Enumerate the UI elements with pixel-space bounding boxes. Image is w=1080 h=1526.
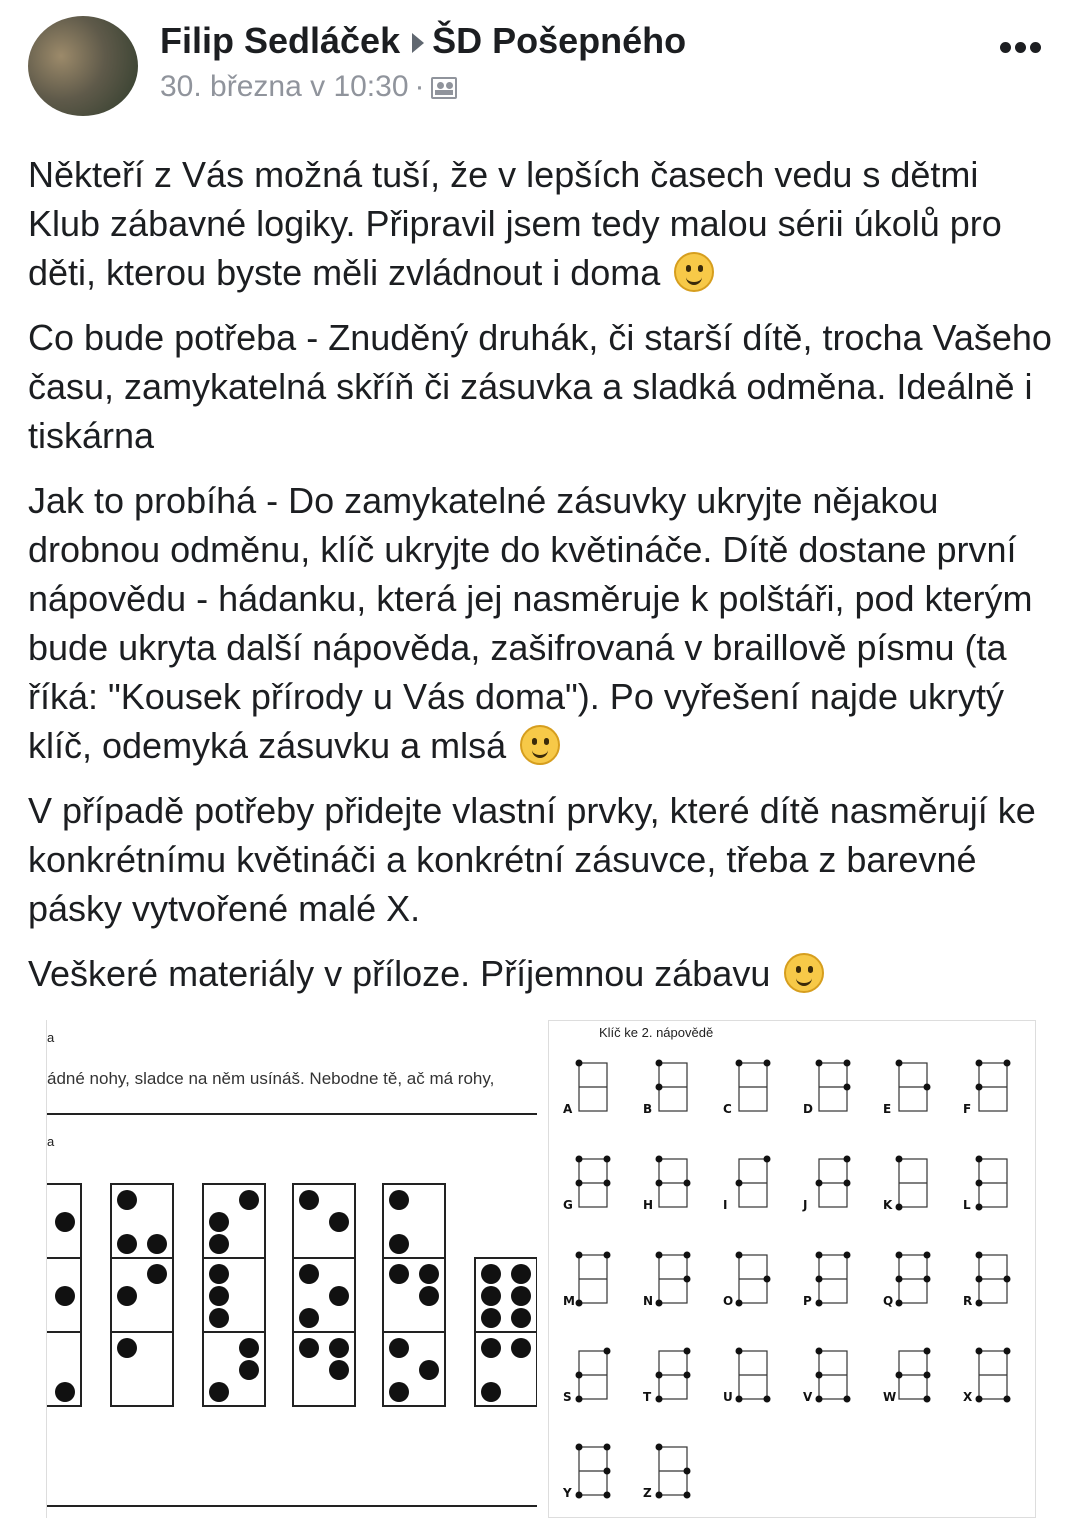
braille-key-dot [976,1252,983,1259]
braille-key-dot [656,1060,663,1067]
author-line [160,20,686,62]
braille-dot [55,1286,75,1306]
braille-dot [389,1382,409,1402]
braille-dot [117,1234,137,1254]
braille-key-dot [924,1276,931,1283]
braille-key-dot [896,1060,903,1067]
braille-key-dot [976,1156,983,1163]
braille-key-dot [684,1252,691,1259]
braille-key-dot [896,1300,903,1307]
braille-key-dot [736,1180,743,1187]
braille-dot [481,1308,501,1328]
braille-dot [511,1264,531,1284]
braille-dot [117,1338,137,1358]
braille-key-dot [844,1252,851,1259]
braille-key-dot [924,1348,931,1355]
braille-key-dot [816,1060,823,1067]
author-name[interactable]: Filip Sedláček [160,20,401,61]
braille-key-dot [896,1156,903,1163]
braille-key-dot [844,1084,851,1091]
braille-key-letter-p [803,1252,851,1309]
braille-dot [389,1234,409,1254]
braille-key-dot [764,1060,771,1067]
braille-key-dot [576,1060,583,1067]
braille-key-dot [924,1084,931,1091]
braille-key-dot [684,1372,691,1379]
braille-key-label: L [963,1198,971,1212]
braille-key-dot [576,1492,583,1499]
braille-key-dot [976,1084,983,1091]
sheet-fragment-a: a [47,1134,55,1149]
braille-key-dot [1004,1276,1011,1283]
smile-emoji-icon [674,252,714,292]
braille-dot [299,1338,319,1358]
braille-key-dot [656,1180,663,1187]
braille-key-dot [604,1180,611,1187]
braille-dot [511,1308,531,1328]
braille-key-dot [896,1252,903,1259]
braille-key-dot [844,1156,851,1163]
meta-separator: · [414,70,425,103]
braille-dot [117,1286,137,1306]
braille-key-dot [1004,1396,1011,1403]
braille-dot [55,1382,75,1402]
braille-dot [329,1286,349,1306]
braille-key-dot [976,1180,983,1187]
braille-key-dot [576,1396,583,1403]
braille-dot [299,1308,319,1328]
braille-key-dot [684,1348,691,1355]
braille-key-dot [684,1180,691,1187]
braille-key-label: W [883,1390,897,1404]
braille-key-dot [816,1396,823,1403]
avatar[interactable] [28,16,138,116]
braille-dot [481,1264,501,1284]
braille-key-dot [604,1492,611,1499]
braille-key-dot [764,1276,771,1283]
braille-key-dot [1004,1060,1011,1067]
braille-key-dot [656,1084,663,1091]
braille-dot [481,1382,501,1402]
braille-key-dot [976,1276,983,1283]
braille-key-letter-b [643,1060,687,1117]
braille-key-label: P [803,1294,812,1308]
braille-key-dot [736,1300,743,1307]
braille-key-label: D [803,1102,813,1116]
braille-key-dot [816,1252,823,1259]
braille-key-dot [976,1204,983,1211]
braille-key-dot [604,1156,611,1163]
braille-dot [299,1264,319,1284]
braille-key-label: M [563,1294,575,1308]
braille-dot [389,1338,409,1358]
braille-dot [55,1212,75,1232]
braille-key-label: X [963,1390,973,1404]
braille-key-dot [736,1252,743,1259]
braille-key-label: H [643,1198,654,1212]
braille-dot [209,1308,229,1328]
smile-emoji-icon [784,953,824,993]
attachment-braille-key[interactable] [548,1020,1036,1518]
braille-key-dot [656,1444,663,1451]
smile-emoji-icon [520,725,560,765]
braille-key-letter-c [723,1060,771,1117]
braille-key-dot [576,1444,583,1451]
braille-key-dot [604,1468,611,1475]
braille-key-label: N [643,1294,654,1308]
braille-key-label: K [883,1198,893,1212]
braille-key-dot [656,1156,663,1163]
braille-key-label: Y [563,1486,572,1500]
post-paragraph: Jak to probíhá - Do zamykatelné zásuvky ukryjte nějakou drobnou odměnu, klíč ukryjte do květináče. Dítě dostane první nápovědu - hádanku, která jej nasměruje k polštáři, pod kterým bude ukryta další nápověda, zašifrovaná v braillově písmu (ta říká: "Kousek přírody u Vás doma"). Po vyřešení najde ukrytý klíč, odemyká zásuvku a mlsá [28,480,1033,766]
braille-key-dot [1004,1348,1011,1355]
braille-key-dot [976,1300,983,1307]
braille-key-graphic [549,1021,1036,1518]
braille-dot [419,1360,439,1380]
braille-dot [299,1190,319,1210]
braille-key-dot [576,1156,583,1163]
group-name[interactable]: ŠD Pošepného [432,20,687,61]
braille-key-dot [736,1060,743,1067]
share-arrow-icon [412,33,424,53]
braille-key-label: O [723,1294,734,1308]
braille-key-dot [604,1252,611,1259]
braille-key-dot [764,1396,771,1403]
braille-key-dot [816,1276,823,1283]
braille-cells [47,1184,537,1406]
braille-key-dot [576,1180,583,1187]
braille-key-dot [684,1276,691,1283]
key-cells [562,1060,1011,1501]
braille-dot [117,1190,137,1210]
braille-key-dot [816,1300,823,1307]
post-timestamp[interactable]: 30. března v 10:30 [160,70,409,103]
braille-key-dot [976,1348,983,1355]
braille-key-letter-k [883,1156,927,1213]
braille-key-letter-w [883,1348,931,1405]
braille-key-label: B [643,1102,653,1116]
braille-key-dot [736,1396,743,1403]
braille-dot [481,1338,501,1358]
braille-key-dot [656,1372,663,1379]
braille-key-dot [684,1492,691,1499]
braille-key-dot [924,1396,931,1403]
braille-key-dot [656,1396,663,1403]
braille-dot [511,1338,531,1358]
braille-dot [329,1338,349,1358]
braille-key-dot [976,1060,983,1067]
braille-dot [389,1264,409,1284]
braille-key-letter-v [803,1348,851,1405]
braille-key-dot [736,1348,743,1355]
post-header [0,0,1080,130]
friends-icon[interactable] [431,77,457,99]
more-options-icon[interactable] [1000,40,1046,60]
braille-key-letter-d [803,1060,851,1117]
braille-key-letter-o [723,1252,771,1309]
braille-key-letter-x [963,1348,1011,1405]
braille-dot [147,1264,167,1284]
braille-dot [209,1234,229,1254]
braille-dot [329,1212,349,1232]
braille-key-dot [924,1252,931,1259]
braille-key-label: Q [883,1294,894,1308]
braille-key-letter-e [883,1060,931,1117]
braille-key-dot [816,1348,823,1355]
braille-dot [419,1264,439,1284]
braille-dot [329,1360,349,1380]
braille-key-label: R [963,1294,973,1308]
braille-key-label: S [563,1390,572,1404]
braille-key-dot [764,1156,771,1163]
braille-key-dot [844,1396,851,1403]
braille-key-label: V [803,1390,813,1404]
braille-key-dot [684,1468,691,1475]
braille-key-letter-z [643,1444,691,1501]
braille-key-letter-m [563,1252,611,1309]
braille-key-dot [576,1300,583,1307]
braille-key-letter-t [643,1348,691,1405]
attachment-riddle-sheet[interactable] [46,1020,537,1518]
braille-dot [481,1286,501,1306]
braille-dot [239,1338,259,1358]
braille-dot [209,1212,229,1232]
braille-key-dot [924,1372,931,1379]
braille-key-letter-f [963,1060,1011,1117]
braille-key-label: C [723,1102,732,1116]
braille-key-dot [576,1252,583,1259]
key-title: Klíč ke 2. nápovědě [599,1025,714,1040]
braille-key-label: A [563,1102,573,1116]
braille-dot [511,1286,531,1306]
braille-key-letter-r [963,1252,1011,1309]
braille-key-dot [816,1180,823,1187]
braille-key-label: J [803,1198,808,1212]
braille-dot [239,1360,259,1380]
braille-key-letter-l [963,1156,1007,1213]
post-paragraph: Veškeré materiály v příloze. Příjemnou zábavu [28,949,1058,998]
braille-dot [389,1190,409,1210]
braille-dot [147,1234,167,1254]
braille-dot [209,1264,229,1284]
braille-key-letter-i [723,1156,771,1213]
braille-key-label: E [883,1102,892,1116]
braille-dot [419,1286,439,1306]
braille-key-label: F [963,1102,972,1116]
braille-key-dot [576,1372,583,1379]
braille-key-dot [604,1444,611,1451]
braille-key-dot [656,1252,663,1259]
braille-dot [209,1382,229,1402]
braille-key-dot [844,1180,851,1187]
braille-key-letter-u [723,1348,771,1405]
braille-key-letter-y [562,1444,611,1501]
braille-key-label: Z [643,1486,652,1500]
braille-key-letter-j [802,1156,851,1213]
post-paragraph: Co bude potřeba - Znuděný druhák, či starší dítě, trocha Vašeho času, zamykatelná skříň či zásuvka a sladká odměna. Ideálně i tiskárna [28,317,1052,456]
braille-dot [239,1190,259,1210]
braille-key-dot [604,1348,611,1355]
sheet-fragment-a: a [47,1030,55,1045]
braille-key-dot [656,1492,663,1499]
braille-key-letter-a [563,1060,607,1117]
braille-key-dot [896,1276,903,1283]
braille-key-dot [816,1372,823,1379]
braille-dot [209,1286,229,1306]
braille-key-letter-n [643,1252,691,1309]
braille-key-dot [656,1300,663,1307]
braille-key-dot [976,1396,983,1403]
braille-key-dot [844,1060,851,1067]
braille-key-letter-g [563,1156,611,1213]
post-paragraph: V případě potřeby přidejte vlastní prvky, které dítě nasměrují ke konkrétnímu květináči a konkrétní zásuvce, třeba z barevné pásky vytvořené malé X. [28,790,1036,929]
braille-key-dot [896,1204,903,1211]
braille-key-letter-s [563,1348,611,1405]
braille-key-label: G [563,1198,573,1212]
braille-key-letter-q [883,1252,931,1309]
braille-key-letter-h [643,1156,691,1213]
braille-key-label: U [723,1390,733,1404]
post-text [28,150,1058,1014]
riddle-text: ádné nohy, sladce na něm usínáš. Nebodne tě, ač má rohy, [47,1069,495,1088]
post-meta [160,70,457,104]
braille-key-dot [896,1372,903,1379]
braille-key-label: I [723,1198,728,1212]
post-paragraph: Někteří z Vás možná tuší, že v lepších časech vedu s dětmi Klub zábavné logiky. Připravil jsem tedy malou sérii úkolů pro děti, kterou byste měli zvládnout i doma [28,154,1002,293]
braille-key-label: T [643,1390,652,1404]
braille-sheet-graphic [47,1020,537,1518]
